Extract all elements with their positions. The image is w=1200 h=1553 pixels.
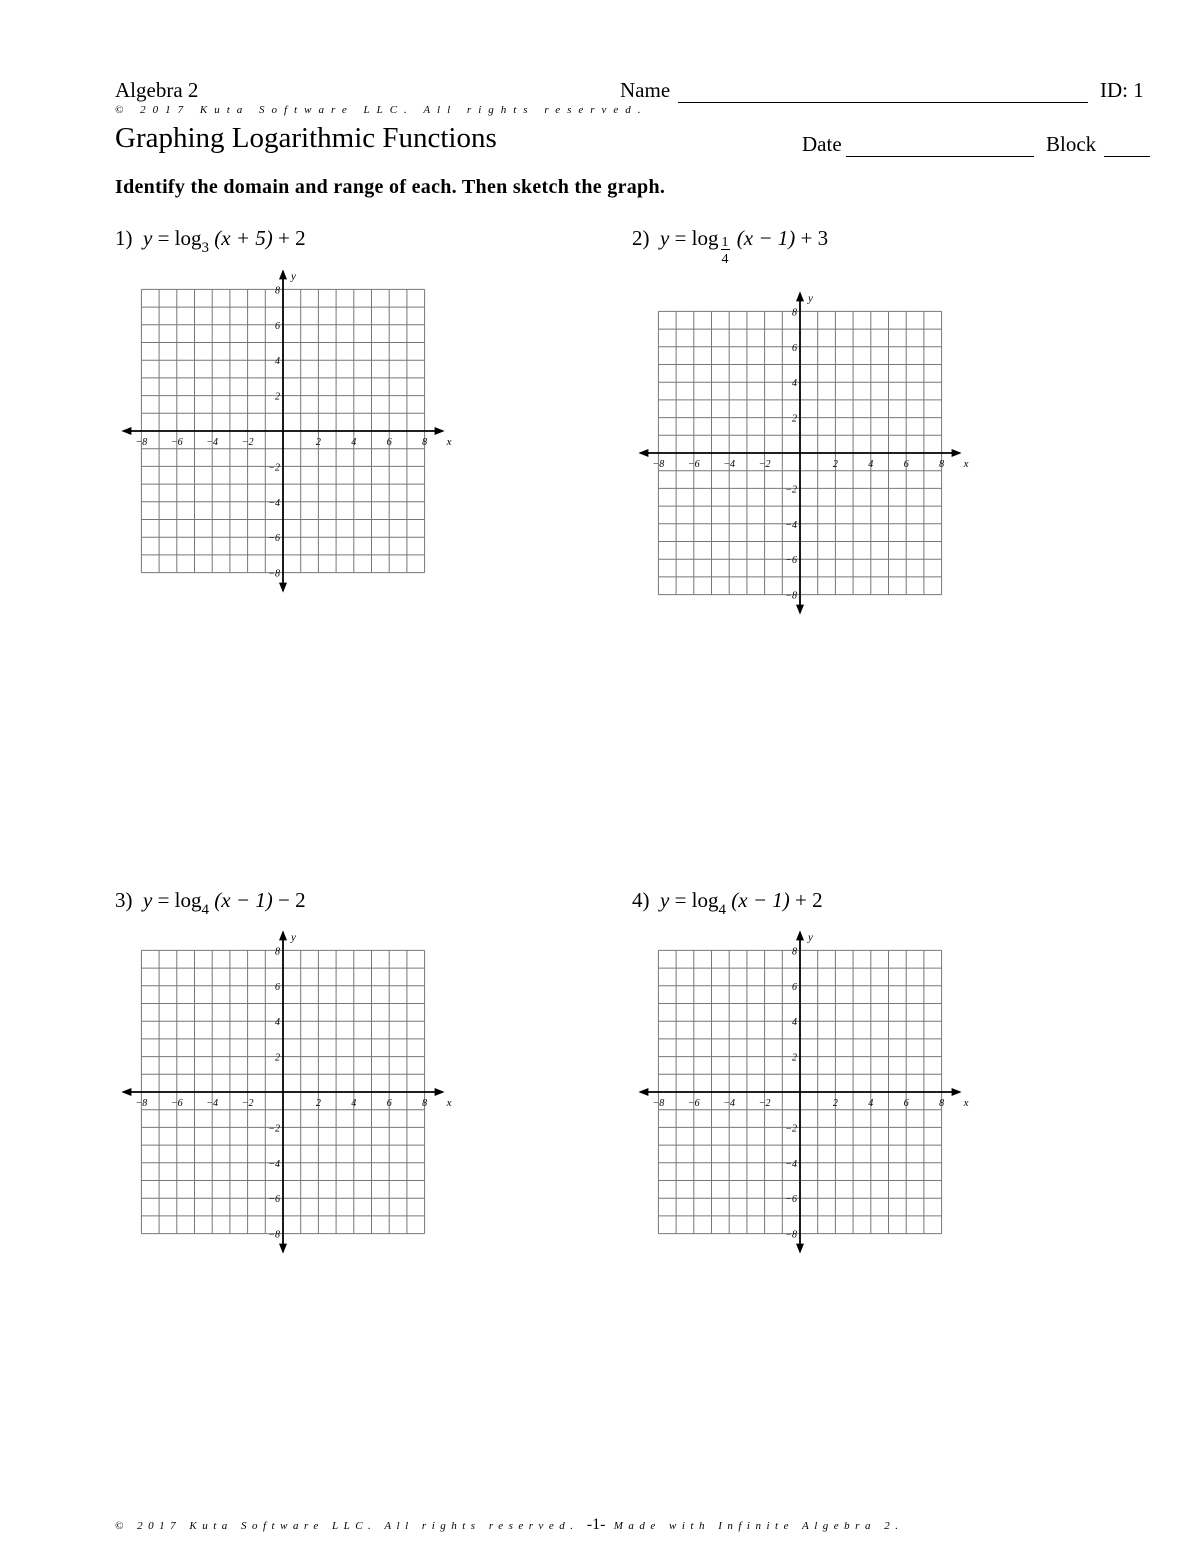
worksheet-title: Graphing Logarithmic Functions [115, 122, 497, 154]
x-axis-right-arrow [435, 1088, 445, 1096]
y-tick-label: −6 [785, 1194, 797, 1206]
x-tick-label: 4 [351, 1098, 357, 1109]
y-tick-label: 6 [792, 981, 797, 993]
x-tick-label: 8 [422, 437, 428, 448]
equation-constant: + 2 [278, 226, 306, 250]
x-axis-left-arrow [121, 1088, 131, 1096]
y-tick-label: −8 [785, 1229, 797, 1241]
y-tick-label: 6 [275, 981, 280, 993]
x-tick-label: −4 [206, 1098, 219, 1109]
y-axis-label: y [291, 270, 296, 283]
x-axis-label: x [446, 436, 452, 448]
x-tick-label: −8 [135, 437, 148, 448]
copyright-notice: © 2017 Kuta Software LLC. All rights reserved. [115, 104, 648, 116]
y-tick-label: −6 [268, 1194, 280, 1206]
y-tick-label: 2 [792, 1052, 797, 1064]
y-axis-down-arrow [279, 583, 287, 593]
x-tick-label: 4 [351, 437, 357, 448]
x-axis-right-arrow [952, 449, 962, 457]
equation-equals: = [674, 226, 687, 250]
footer-copyright: © 2017 Kuta Software LLC. All rights reserved. [115, 1520, 579, 1532]
y-tick-label: 2 [275, 1052, 280, 1064]
x-tick-label: −8 [652, 1098, 665, 1109]
coordinate-grid-1[interactable] [121, 269, 451, 592]
y-tick-label: 4 [792, 378, 797, 390]
problem-number: 2) [632, 226, 650, 250]
x-tick-label: 4 [868, 1098, 874, 1109]
date-label: Date [802, 132, 842, 156]
y-tick-label: 4 [275, 356, 280, 368]
equation-equals: = [674, 888, 687, 912]
problem-number: 4) [632, 888, 650, 912]
coordinate-grid-3[interactable] [121, 930, 451, 1253]
y-tick-label: 8 [792, 307, 797, 319]
x-tick-label: −2 [241, 437, 254, 448]
block-label: Block [1046, 132, 1097, 156]
coordinate-grid-2[interactable] [638, 291, 968, 614]
x-tick-label: −4 [723, 459, 736, 470]
y-axis-down-arrow [279, 1244, 287, 1254]
x-tick-label: −6 [687, 459, 700, 470]
x-tick-label: 8 [939, 1098, 945, 1109]
footer [115, 1516, 903, 1534]
y-tick-label: 6 [792, 342, 797, 354]
y-axis-down-arrow [796, 605, 804, 615]
x-axis-right-arrow [952, 1088, 962, 1096]
x-tick-label: 8 [422, 1098, 428, 1109]
equation-y: y [660, 888, 670, 912]
y-axis-label: y [808, 292, 813, 305]
instructions: Identify the domain and range of each. Then sketch the graph. [115, 176, 666, 198]
x-tick-label: −6 [170, 437, 183, 448]
y-tick-label: 4 [792, 1017, 797, 1029]
x-tick-label: −2 [758, 1098, 771, 1109]
y-tick-label: 6 [275, 320, 280, 332]
y-tick-label: 2 [275, 391, 280, 403]
page-number: -1- [586, 1516, 606, 1533]
x-tick-label: 6 [903, 459, 909, 470]
y-tick-label: 4 [275, 1017, 280, 1029]
x-axis-left-arrow [121, 427, 131, 435]
y-tick-label: −6 [785, 555, 797, 567]
y-tick-label: −4 [268, 1158, 280, 1170]
x-tick-label: −2 [241, 1098, 254, 1109]
x-axis-label: x [446, 1097, 452, 1109]
equation-y: y [660, 226, 670, 250]
fraction-denominator: 4 [721, 252, 729, 267]
x-tick-label: −4 [723, 1098, 736, 1109]
footer-made-with: Made with Infinite Algebra 2. [613, 1520, 904, 1532]
equation-log: log [691, 226, 719, 250]
name-label: Name [620, 78, 671, 102]
x-tick-label: 8 [939, 459, 945, 470]
fraction-numerator: 1 [721, 235, 729, 250]
y-tick-label: 2 [792, 413, 797, 425]
problem-number: 3) [115, 888, 133, 912]
equation-argument: (x − 1) [214, 888, 273, 912]
equation-log: log [691, 888, 719, 912]
y-tick-label: 8 [275, 285, 280, 297]
x-tick-label: −8 [652, 459, 665, 470]
equation-equals: = [157, 226, 170, 250]
equation-equals: = [157, 888, 170, 912]
equation-argument: (x + 5) [214, 226, 273, 250]
y-tick-label: −6 [268, 533, 280, 545]
equation-constant: + 3 [800, 226, 829, 250]
y-tick-label: −2 [785, 1123, 797, 1135]
y-axis-label: y [291, 931, 296, 944]
y-tick-label: −2 [268, 462, 280, 474]
log-base: 4 [201, 902, 210, 918]
x-tick-label: 4 [868, 459, 874, 470]
x-axis-right-arrow [435, 427, 445, 435]
x-tick-label: −8 [135, 1098, 148, 1109]
x-axis-left-arrow [638, 1088, 648, 1096]
y-tick-label: −4 [268, 497, 280, 509]
x-tick-label: 6 [386, 437, 392, 448]
y-tick-label: −4 [785, 519, 797, 531]
equation-log: log [174, 226, 202, 250]
equation-argument: (x − 1) [736, 226, 796, 250]
equation-argument: (x − 1) [731, 888, 790, 912]
course-name: Algebra 2 [115, 78, 199, 102]
x-axis-label: x [963, 458, 969, 470]
y-axis-label: y [808, 931, 813, 944]
equation-y: y [143, 888, 153, 912]
y-tick-label: −8 [268, 1229, 280, 1241]
x-tick-label: 2 [832, 1098, 838, 1109]
problem-number: 1) [115, 226, 133, 250]
y-axis-up-arrow [279, 269, 287, 279]
log-base: 4 [718, 902, 727, 918]
worksheet-id: ID: 1 [1100, 78, 1144, 102]
x-tick-label: −2 [758, 459, 771, 470]
equation-constant: − 2 [278, 888, 306, 912]
y-axis-up-arrow [279, 930, 287, 940]
y-axis-up-arrow [796, 930, 804, 940]
y-tick-label: −2 [785, 484, 797, 496]
x-tick-label: 2 [832, 459, 838, 470]
x-tick-label: −4 [206, 437, 219, 448]
equation-constant: + 2 [795, 888, 823, 912]
y-tick-label: 8 [275, 946, 280, 958]
y-tick-label: −8 [785, 590, 797, 602]
equation-y: y [143, 226, 153, 250]
y-tick-label: −8 [268, 568, 280, 580]
equation-log: log [174, 888, 202, 912]
x-tick-label: −6 [170, 1098, 183, 1109]
y-tick-label: −2 [268, 1123, 280, 1135]
x-tick-label: 6 [386, 1098, 392, 1109]
x-axis-label: x [963, 1097, 969, 1109]
y-tick-label: −4 [785, 1158, 797, 1170]
x-tick-label: 2 [315, 1098, 321, 1109]
coordinate-grid-4[interactable] [638, 930, 968, 1253]
y-axis-down-arrow [796, 1244, 804, 1254]
log-base: 3 [201, 240, 210, 256]
x-tick-label: −6 [687, 1098, 700, 1109]
y-tick-label: 8 [792, 946, 797, 958]
y-axis-up-arrow [796, 291, 804, 301]
x-tick-label: 2 [315, 437, 321, 448]
x-axis-left-arrow [638, 449, 648, 457]
x-tick-label: 6 [903, 1098, 909, 1109]
